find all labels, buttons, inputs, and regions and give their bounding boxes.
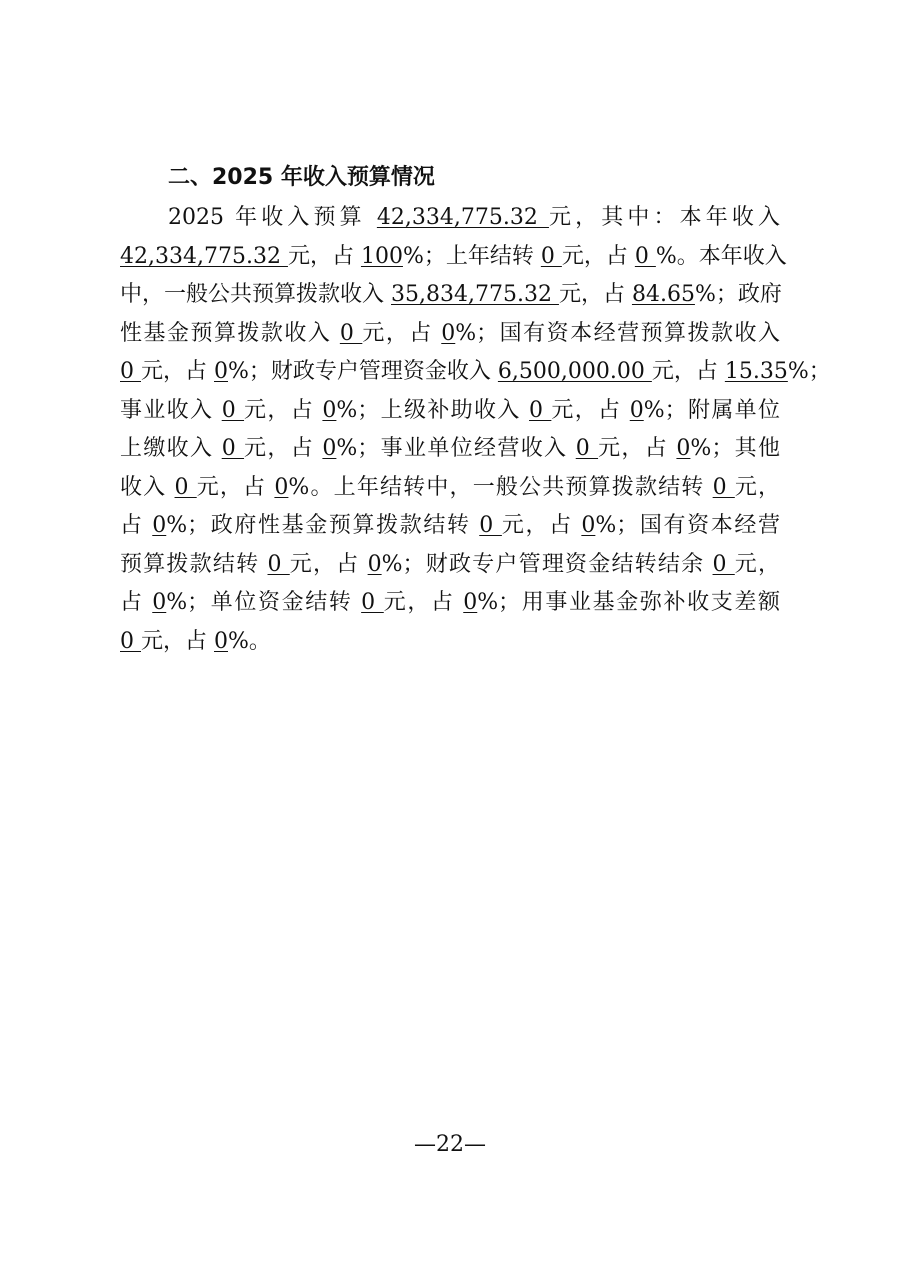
paragraph-line (120, 242, 787, 272)
section-heading: 二、2025 年收入预算情况 (168, 165, 435, 190)
text-run: %；政府性基金预算拨款结转 (166, 513, 480, 538)
text-run: 占 (120, 513, 153, 538)
underlined-value: 0 (120, 359, 141, 384)
text-run: 收入 (120, 474, 175, 500)
text-run: 元，占 (141, 359, 214, 384)
underlined-value: 0 (322, 397, 337, 423)
text-run: 元， (734, 551, 780, 577)
text-run: 元，占 (501, 513, 582, 538)
underlined-value: 0 (152, 590, 167, 615)
text-run: 元，占 (244, 436, 323, 461)
underlined-value: 0 (214, 359, 228, 384)
text-run: 元， (734, 474, 780, 500)
paragraph-line (120, 511, 780, 541)
paragraph-line (120, 627, 780, 657)
text-run: 元，占 (551, 397, 630, 423)
underlined-value: 0 (676, 436, 691, 461)
text-run: %；事业单位经营收入 (336, 436, 576, 461)
paragraph-line (120, 396, 780, 426)
underlined-value: 0 (712, 551, 735, 577)
underlined-value: 6,500,000.00 (497, 359, 652, 384)
underlined-value: 0 (367, 551, 382, 577)
text-run: 占 (120, 590, 153, 615)
underlined-value: 0 (152, 513, 167, 538)
underlined-value: 42,334,775.32 (376, 205, 549, 230)
underlined-value: 84.65 (631, 282, 695, 307)
text-run: 元，占 (598, 436, 677, 461)
underlined-value: 0 (581, 513, 596, 538)
text-run: 中，一般公共预算拨款收入 (120, 282, 391, 307)
underlined-value: 0 (540, 243, 562, 269)
text-run: %；附属单位 (643, 397, 781, 423)
paragraph-line (120, 550, 780, 580)
text-run: %；上级补助收入 (336, 397, 530, 423)
underlined-value: 0 (322, 436, 337, 461)
underlined-value: 0 (463, 590, 478, 615)
underlined-value: 0 (629, 397, 644, 423)
text-run: 预算拨款结转 (120, 551, 268, 577)
paragraph-line (120, 280, 780, 310)
paragraph-line (120, 434, 780, 464)
text-run: %； (787, 359, 831, 384)
underlined-value: 0 (575, 436, 599, 461)
underlined-value: 0 (361, 590, 384, 615)
text-run: 元，占 (289, 551, 368, 577)
text-run: %。 (228, 628, 271, 654)
paragraph-line (120, 319, 780, 349)
text-run: %；上年结转 (402, 243, 541, 269)
underlined-value: 0 (634, 243, 656, 269)
underlined-value: 0 (221, 397, 245, 423)
underlined-value: 0 (120, 628, 141, 654)
underlined-value: 0 (214, 628, 228, 654)
text-run: 元，占 (244, 397, 323, 423)
underlined-value: 0 (221, 436, 245, 461)
text-run: 元，占 (287, 243, 361, 269)
underlined-value: 100 (360, 243, 403, 269)
underlined-value: 0 (529, 397, 552, 423)
text-run: %；政府 (694, 282, 782, 307)
text-run: 元，占 (561, 243, 635, 269)
text-run: %。上年结转中，一般公共预算拨款结转 (288, 474, 713, 500)
underlined-value: 0 (274, 474, 289, 500)
text-run: 元，占 (558, 282, 632, 307)
text-run: 上缴收入 (120, 436, 222, 461)
text-run: 元，占 (383, 590, 464, 615)
text-run: 2025 年收入预算 (168, 205, 377, 230)
paragraph-line (120, 357, 831, 387)
text-run: 事业收入 (120, 397, 222, 423)
underlined-value: 0 (479, 513, 502, 538)
underlined-value: 35,834,775.32 (391, 282, 559, 307)
underlined-value: 0 (712, 474, 735, 500)
underlined-value: 0 (441, 320, 456, 346)
underlined-value: 0 (267, 551, 290, 577)
text-run: %；单位资金结转 (166, 590, 362, 615)
text-run: %；国有资本经营 (595, 513, 780, 538)
text-run: %；其他 (690, 436, 781, 461)
text-run: 元，占 (651, 359, 725, 384)
underlined-value: 15.35 (724, 359, 788, 384)
text-run: 性基金预算拨款收入 (120, 320, 340, 346)
paragraph-line (120, 588, 780, 618)
text-run: 元，占 (362, 320, 442, 346)
text-run: %；用事业基金弥补收支差额 (477, 590, 781, 615)
underlined-value: 0 (174, 474, 197, 500)
underlined-value: 42,334,775.32 (120, 243, 288, 269)
text-run: 元，占 (141, 628, 214, 654)
text-run: %；财政专户管理资金收入 (228, 359, 498, 384)
paragraph-line (168, 203, 780, 233)
underlined-value: 0 (339, 320, 363, 346)
text-run: %；财政专户管理资金结转结余 (381, 551, 713, 577)
paragraph-line (120, 473, 780, 503)
text-run: 元，其中：本年收入 (548, 205, 780, 230)
page-number: —22— (414, 1132, 486, 1157)
text-run: %；国有资本经营预算拨款收入 (455, 320, 780, 346)
text-run: 元，占 (196, 474, 275, 500)
text-run: %。本年收入 (655, 243, 787, 269)
